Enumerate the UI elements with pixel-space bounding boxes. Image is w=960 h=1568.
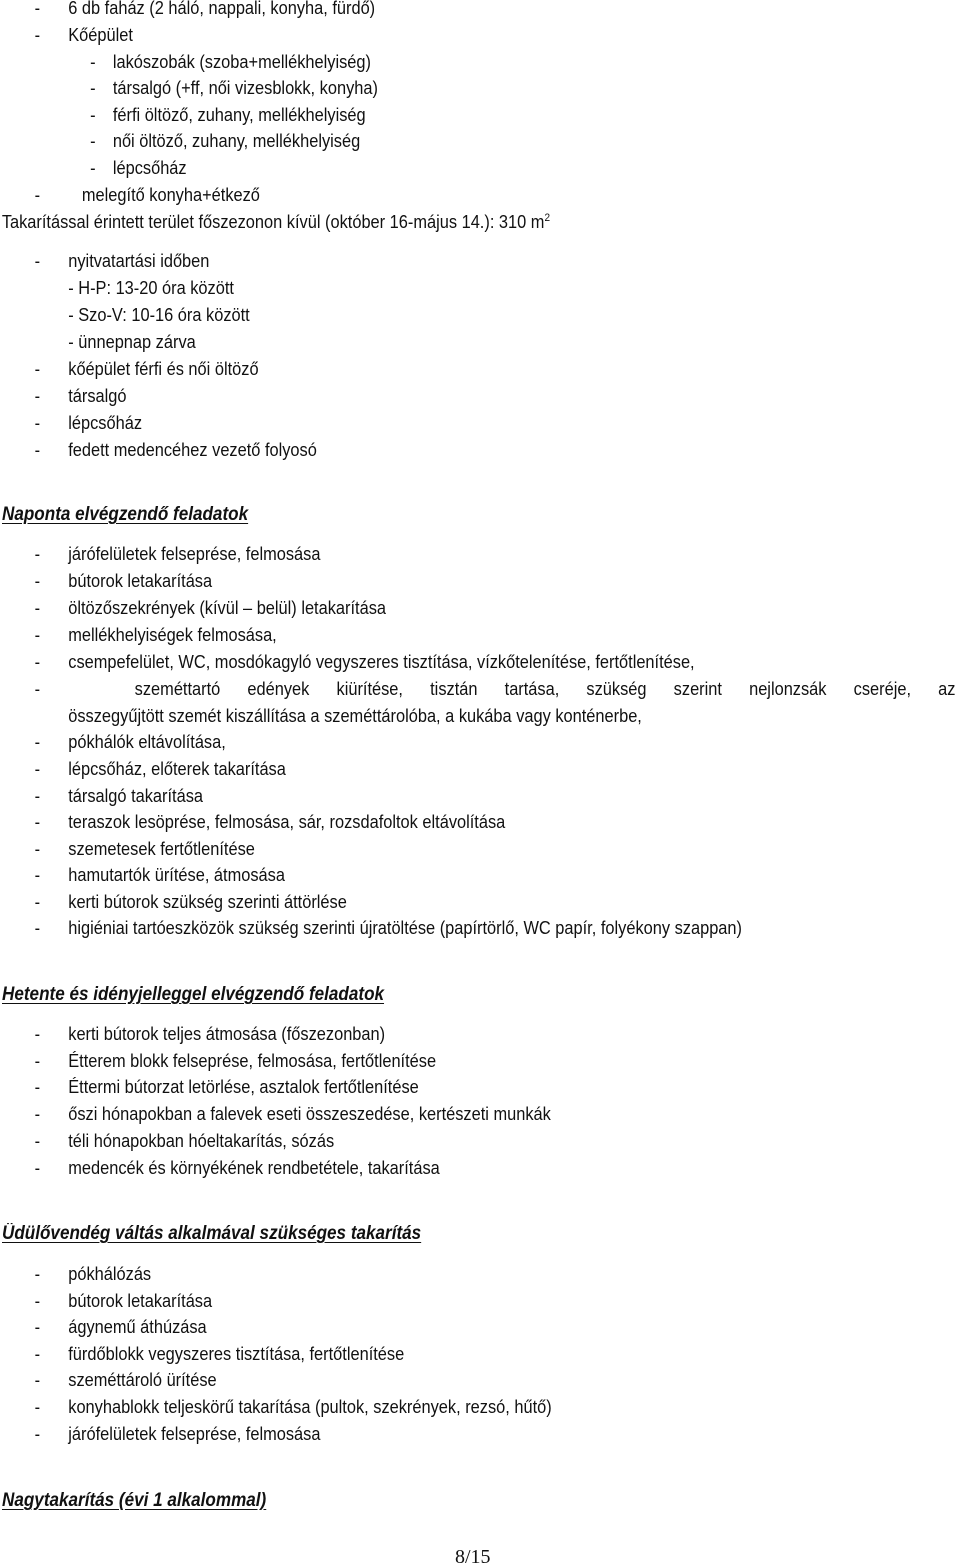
list-item-text: társalgó (+ff, női vizesblokk, konyha) (112, 78, 378, 98)
list-item-text: medencék és környékének rendbetétele, takarítása (68, 1158, 440, 1178)
list-item-text: pókhálók eltávolítása, (68, 732, 226, 752)
list-item-text: összegyűjtött szemét kiszállítása a szeméttárolóba, a kukába vagy konténerbe, (68, 706, 642, 726)
list-item-text: hamutartók ürítése, átmosása (68, 865, 285, 885)
list-item-text: szeméttároló ürítése (68, 1370, 217, 1390)
list-dash: - (34, 25, 41, 45)
list-item-text: Éttermi bútorzat letörlése, asztalok fertőtlenítése (68, 1077, 419, 1097)
list-item-text: higiéniai tartóeszközök szükség szerinti újratöltése (papírtörlő, WC papír, folyékony szappan) (68, 918, 742, 938)
list-item-text: konyhablokk teljeskörű takarítása (pultok, szekrények, rezsó, hűtő) (68, 1397, 552, 1417)
list-dash: - (34, 0, 41, 18)
list-item-text: teraszok lesöprése, felmosása, sár, rozsdafoltok eltávolítása (68, 812, 506, 832)
list-dash: - (34, 185, 41, 205)
section-heading-annual: Nagytakarítás (évi 1 alkalommal) (2, 1490, 267, 1511)
list-item-text: lépcsőház (112, 158, 187, 178)
section-heading-weekly: Hetente és idényjelleggel elvégzendő feladatok (2, 984, 385, 1005)
list-item-text: pókhálózás (68, 1264, 152, 1284)
list-item-text: járófelületek felseprése, felmosása (68, 544, 321, 564)
list-item-text: kerti bútorok teljes átmosása (főszezonban) (68, 1024, 386, 1044)
list-item-text: társalgó takarítása (68, 786, 204, 806)
list-item-text: melegítő konyha+étkező (81, 185, 260, 205)
list-item-text: - ünnepnap zárva (68, 332, 196, 352)
list-item-text: öltözőszekrények (kívül – belül) letakarítása (68, 598, 386, 618)
list-item-text: fürdőblokk vegyszeres tisztítása, fertőtlenítése (68, 1344, 405, 1364)
list-item-text: fedett medencéhez vezető folyosó (68, 440, 317, 460)
list-item-text: nyitvatartási időben (68, 251, 210, 271)
list-item-text: - H-P: 13-20 óra között (68, 278, 234, 298)
page-number: 8/15 (455, 1546, 491, 1568)
list-item-text: mellékhelyiségek felmosása, (68, 625, 277, 645)
list-item-text: 6 db faház (2 háló, nappali, konyha, fürdő) (68, 0, 376, 18)
list-item-text: szemetesek fertőtlenítése (68, 839, 255, 859)
list-item-text: kerti bútorok szükség szerinti áttörlése (68, 892, 347, 912)
list-item-text: kőépület férfi és női öltöző (68, 359, 259, 379)
list-item-text: - Szo-V: 10-16 óra között (68, 305, 250, 325)
justified-line: szeméttartó edények kiürítése, tisztán tartása, szükség szerint nejlonzsák cseréje, az (134, 679, 956, 699)
list-item-text: lépcsőház (68, 413, 143, 433)
list-item-text: társalgó (68, 386, 127, 406)
list-item-text: lakószobák (szoba+mellékhelyiség) (112, 52, 371, 72)
section-heading-daily: Naponta elvégzendő feladatok (2, 504, 249, 525)
area-unit-superscript: 2 (544, 212, 551, 224)
list-item-text: csempefelület, WC, mosdókagyló vegyszeres tisztítása, vízkőtelenítése, fertőtlenítése, (68, 652, 695, 672)
list-item-text: Étterem blokk felseprése, felmosása, fertőtlenítése (68, 1051, 437, 1071)
list-item-text: bútorok letakarítása (68, 571, 213, 591)
list-item-text: téli hónapokban hóeltakarítás, sózás (68, 1131, 335, 1151)
list-item-text: ágynemű áthúzása (68, 1317, 207, 1337)
section-heading-guest-change: Üdülővendég váltás alkalmával szükséges takarítás (2, 1223, 422, 1244)
list-item-text: bútorok letakarítása (68, 1291, 213, 1311)
list-item-text: női öltöző, zuhany, mellékhelyiség (112, 131, 361, 151)
list-item-text: lépcsőház, előterek takarítása (68, 759, 286, 779)
list-item-text: őszi hónapokban a falevek eseti összeszedése, kertészeti munkák (68, 1104, 551, 1124)
list-item-text: férfi öltöző, zuhany, mellékhelyiség (112, 105, 366, 125)
list-item-text: járófelületek felseprése, felmosása (68, 1424, 321, 1444)
list-item-text: Kőépület (68, 25, 133, 45)
area-text: Takarítással érintett terület főszezonon kívül (október 16-május 14.): 310 m (1, 212, 545, 232)
